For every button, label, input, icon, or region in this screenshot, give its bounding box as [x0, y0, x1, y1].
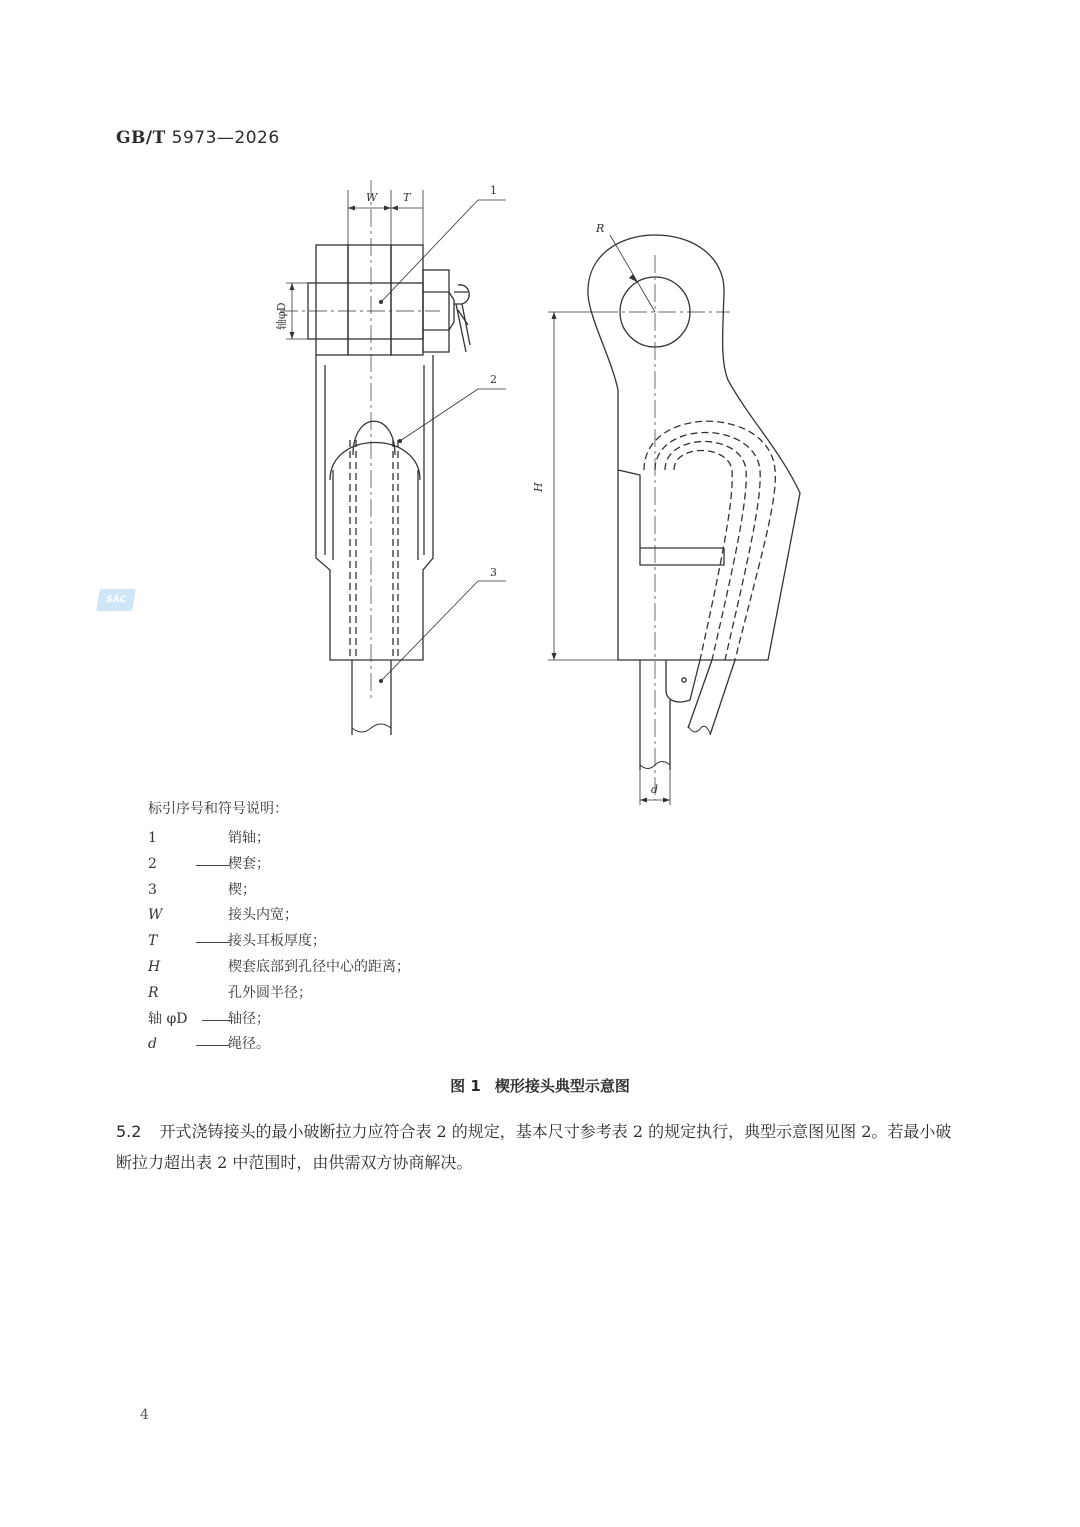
legend-symbol: T: [148, 933, 158, 950]
watermark-logo: SAC: [96, 589, 136, 611]
legend-item: [148, 826, 548, 852]
legend-item: [148, 852, 548, 878]
side-view: [532, 222, 800, 805]
figure-caption: [0, 1075, 1080, 1096]
legend-symbol: W: [148, 907, 163, 924]
legend-symbol: 2: [148, 855, 157, 872]
callout-2: 2: [490, 373, 497, 386]
dim-d-small-label: d: [651, 783, 659, 796]
legend-desc: 接头耳板厚度；: [228, 933, 326, 950]
legend-symbol: d: [148, 1036, 157, 1053]
figure-title: 楔形接头典型示意图: [494, 1077, 630, 1095]
legend-desc: 楔；: [228, 881, 256, 898]
legend-item: [148, 1032, 548, 1058]
dim-r-label: R: [596, 222, 605, 235]
legend-desc: 楔套底部到孔径中心的距离；: [228, 958, 410, 975]
callout-3: 3: [490, 566, 497, 579]
legend-item: [148, 981, 548, 1007]
dim-d-label: 轴φD: [275, 302, 288, 330]
legend-desc: 接头内宽；: [228, 907, 298, 924]
legend-dash: [196, 1045, 230, 1046]
legend-item: [148, 878, 548, 904]
clause-text: 开式浇铸接头的最小破断拉力应符合表 2 的规定，基本尺寸参考表 2 的规定执行，典型示意图见图 2。若最小破断拉力超出表 2 中范围时，由供需双方协商解决。: [116, 1122, 952, 1172]
legend-symbol: 轴 φD: [148, 1010, 188, 1027]
legend-dash: [196, 865, 230, 866]
page-number: 4: [140, 1407, 149, 1423]
dim-t-label: T: [403, 191, 411, 204]
dim-h-label: H: [532, 482, 545, 492]
legend-symbol: 3: [148, 881, 157, 898]
legend-dash: [196, 942, 230, 943]
legend-desc: 轴径；: [228, 1010, 270, 1027]
legend-desc: 楔套；: [228, 855, 270, 872]
legend-desc: 绳径。: [228, 1036, 270, 1053]
legend-item: [148, 955, 548, 981]
legend-desc: 销轴；: [228, 830, 270, 846]
standard-number: 5973—2026: [171, 128, 280, 148]
figure-label: 图 1: [450, 1077, 481, 1095]
legend-title: 标引序号和符号说明：: [148, 801, 288, 817]
callout-1: 1: [490, 184, 497, 197]
figure-legend: [148, 798, 548, 1058]
standard-prefix: GB/T: [116, 128, 166, 148]
legend-item: [148, 903, 548, 929]
dim-w-label: W: [366, 191, 378, 204]
legend-desc: 孔外圆半径；: [228, 984, 312, 1001]
clause-number: 5.2: [116, 1122, 142, 1141]
legend-item: [148, 929, 548, 955]
front-view: [274, 180, 506, 735]
legend-symbol: R: [148, 984, 159, 1001]
clause-paragraph: [116, 1116, 966, 1178]
legend-symbol: H: [148, 958, 161, 975]
legend-dash: [202, 1020, 230, 1021]
legend-symbol: 1: [148, 830, 157, 846]
legend-item: [148, 1007, 548, 1033]
